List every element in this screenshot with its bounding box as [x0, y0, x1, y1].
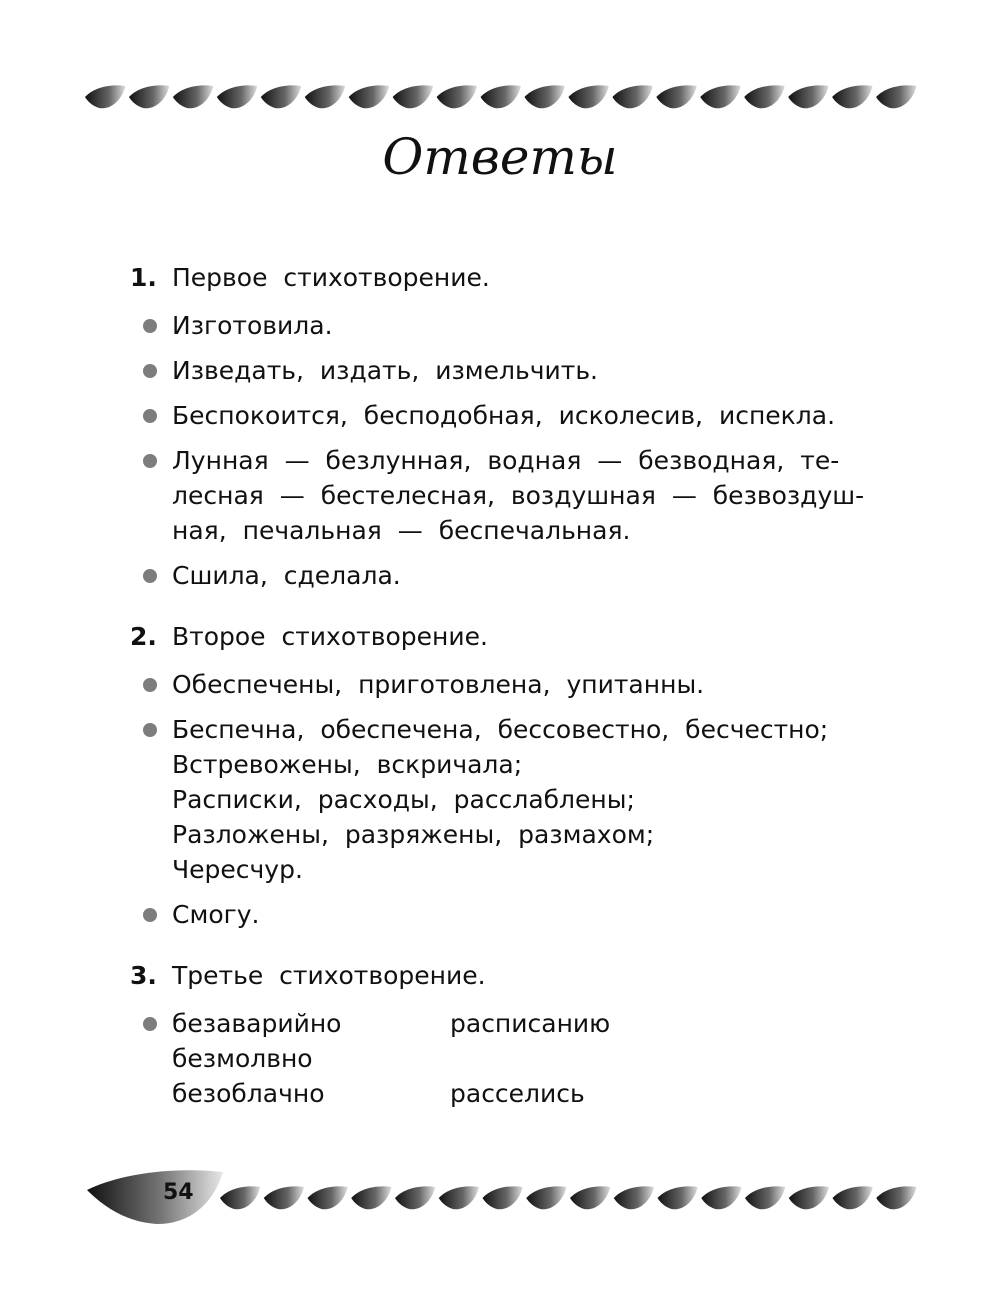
leaf-icon — [351, 1186, 391, 1209]
answer-item — [130, 1006, 900, 1111]
top-leaf-ornament — [85, 82, 920, 112]
answer-item — [130, 398, 900, 433]
bottom-leaf-ornament — [220, 1183, 920, 1213]
answer-line: лесная — бестелесная, воздушная — безвоздуш- — [172, 481, 865, 510]
leaf-icon — [305, 85, 345, 108]
word-row — [172, 1006, 900, 1041]
answer-item — [130, 667, 900, 702]
bullet-icon — [143, 364, 157, 378]
answer-line: Беспечна, обеспечена, бессовестно, бесчестно; — [172, 715, 829, 744]
answer-line: Смогу. — [172, 900, 260, 929]
section-number: 3. — [130, 961, 157, 990]
answer-line: Разложены, разряжены, размахом; — [172, 820, 655, 849]
answer-item — [130, 353, 900, 388]
bullet-icon — [143, 319, 157, 333]
leaf-icon — [261, 85, 301, 108]
section-3 — [130, 956, 900, 1111]
bullet-icon — [143, 1017, 157, 1031]
leaf-icon — [439, 1186, 479, 1209]
leaf-icon — [85, 85, 125, 108]
bullet-icon — [143, 723, 157, 737]
leaf-icon — [700, 85, 740, 108]
leaf-icon — [173, 85, 213, 108]
leaf-icon — [745, 1186, 785, 1209]
leaf-icon — [308, 1186, 348, 1209]
leaf-icon — [656, 85, 696, 108]
section-heading — [130, 617, 900, 657]
answer-item — [130, 897, 900, 932]
leaf-icon — [481, 85, 521, 108]
leaf-icon — [483, 1186, 523, 1209]
leaf-icon — [568, 85, 608, 108]
word-right: расселись — [450, 1079, 585, 1108]
section-number: 2. — [130, 622, 157, 651]
leaf-icon — [570, 1186, 610, 1209]
section-heading — [130, 258, 900, 298]
footer-leaf-icon — [85, 1158, 225, 1228]
leaf-icon — [833, 1186, 873, 1209]
answers-content — [130, 258, 900, 1135]
leaf-icon — [701, 1186, 741, 1209]
section-2 — [130, 617, 900, 932]
answer-item — [130, 443, 900, 548]
section-title: Первое стихотворение. — [172, 263, 490, 292]
leaf-icon — [744, 85, 784, 108]
leaf-icon — [526, 1186, 566, 1209]
answer-line: Изведать, издать, измельчить. — [172, 356, 598, 385]
leaf-icon — [614, 1186, 654, 1209]
page-title: Ответы — [382, 128, 618, 186]
answer-item — [130, 308, 900, 343]
answer-item — [130, 558, 900, 593]
answer-line: Чересчур. — [172, 855, 303, 884]
bullet-icon — [143, 678, 157, 692]
leaf-icon — [437, 85, 477, 108]
answer-line: Расписки, расходы, расслаблены; — [172, 785, 635, 814]
leaf-icon — [789, 1186, 829, 1209]
answer-line: Встревожены, вскричала; — [172, 750, 523, 779]
section-heading — [130, 956, 900, 996]
answer-line: Обеспечены, приготовлена, упитанны. — [172, 670, 705, 699]
word-columns — [172, 1006, 900, 1111]
word-row — [172, 1076, 900, 1111]
word-left: безмолвно — [172, 1044, 313, 1073]
bullet-icon — [143, 908, 157, 922]
leaf-icon — [220, 1186, 260, 1209]
section-title: Третье стихотворение. — [172, 961, 486, 990]
leaf-icon — [524, 85, 564, 108]
leaf-icon — [788, 85, 828, 108]
answer-line: Сшила, сделала. — [172, 561, 401, 590]
word-left: безаварийно — [172, 1009, 342, 1038]
answer-line: Изготовила. — [172, 311, 333, 340]
leaf-icon — [876, 1186, 916, 1209]
word-left: безоблачно — [172, 1079, 325, 1108]
answer-line: Беспокоится, бесподобная, исколесив, испекла. — [172, 401, 836, 430]
leaf-icon — [832, 85, 872, 108]
bullet-icon — [143, 454, 157, 468]
leaf-icon — [393, 85, 433, 108]
section-title: Второе стихотворение. — [172, 622, 488, 651]
leaf-icon — [612, 85, 652, 108]
leaf-icon — [129, 85, 169, 108]
word-right: расписанию — [450, 1009, 611, 1038]
bullet-icon — [143, 569, 157, 583]
leaf-icon — [264, 1186, 304, 1209]
page-number: 54 — [163, 1180, 194, 1205]
leaf-icon — [349, 85, 389, 108]
leaf-icon — [658, 1186, 698, 1209]
word-row — [172, 1041, 900, 1076]
section-number: 1. — [130, 263, 157, 292]
answer-line: ная, печальная — беспечальная. — [172, 516, 631, 545]
leaf-icon — [217, 85, 257, 108]
answer-item — [130, 712, 900, 887]
section-1 — [130, 258, 900, 593]
leaf-icon — [395, 1186, 435, 1209]
bullet-icon — [143, 409, 157, 423]
answer-line: Лунная — безлунная, водная — безводная, те- — [172, 446, 840, 475]
leaf-icon — [876, 85, 916, 108]
